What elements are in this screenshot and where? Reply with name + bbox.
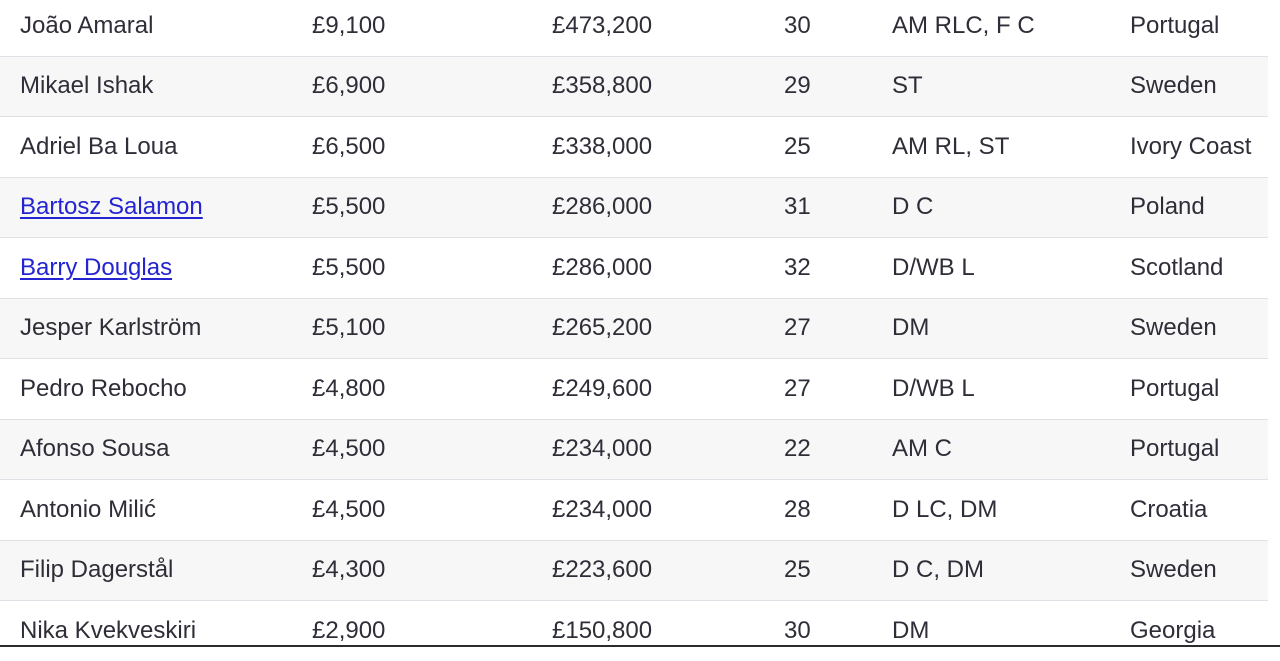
weekly-wage-cell: £4,300 [312,556,386,584]
table-row [0,116,1268,177]
nationality-cell: Ivory Coast [1130,132,1252,160]
age-cell: 22 [784,435,811,463]
annual-wage-cell: £358,800 [552,72,653,100]
nationality-cell: Croatia [1130,495,1208,523]
position-cell: DM [892,616,930,644]
table-row [0,358,1268,419]
player-link[interactable]: Barry Douglas [20,253,173,281]
age-cell: 30 [784,11,811,39]
player-name-cell: Afonso Sousa [20,435,170,463]
annual-wage-cell: £338,000 [552,132,653,160]
player-name-cell: Jesper Karlström [20,314,202,342]
nationality-cell: Sweden [1130,314,1217,342]
age-cell: 27 [784,374,811,402]
player-name-cell: Filip Dagerstål [20,556,174,584]
weekly-wage-cell: £5,500 [312,193,386,221]
weekly-wage-cell: £4,500 [312,495,386,523]
player-name-cell [0,238,292,298]
age-cell: 28 [784,495,811,523]
position-cell: AM C [892,435,952,463]
player-name-cell: Adriel Ba Loua [20,132,178,160]
nationality-cell: Portugal [1130,11,1220,39]
player-name-cell: Antonio Milić [20,495,157,523]
nationality-cell: Sweden [1130,556,1217,584]
age-cell: 25 [784,132,811,160]
age-cell: 31 [784,193,811,221]
nationality-cell: Georgia [1130,616,1216,644]
nationality-cell: Portugal [1130,435,1220,463]
player-name-cell [0,178,292,238]
player-name-cell: João Amaral [20,11,154,39]
table-row [0,177,1268,238]
position-cell: D C [892,193,934,221]
table-row [0,56,1268,117]
weekly-wage-cell: £6,900 [312,72,386,100]
position-cell: AM RL, ST [892,132,1010,160]
age-cell: 32 [784,253,811,281]
player-link[interactable]: Bartosz Salamon [20,193,203,221]
position-cell: D C, DM [892,556,984,584]
nationality-cell: Poland [1130,193,1205,221]
nationality-cell: Portugal [1130,374,1220,402]
weekly-wage-cell: £2,900 [312,616,386,644]
player-name-cell: Nika Kvekveskiri [20,616,197,644]
table-row [0,540,1268,601]
table-row [0,0,1268,56]
player-name-cell: Pedro Rebocho [20,374,187,402]
table-row [0,419,1268,480]
player-name-cell: Mikael Ishak [20,72,154,100]
table-row [0,479,1268,540]
nationality-cell: Sweden [1130,72,1217,100]
annual-wage-cell: £286,000 [552,193,653,221]
weekly-wage-cell: £4,500 [312,435,386,463]
weekly-wage-cell: £4,800 [312,374,386,402]
annual-wage-cell: £265,200 [552,314,653,342]
annual-wage-cell: £234,000 [552,495,653,523]
position-cell: DM [892,314,930,342]
position-cell: D/WB L [892,374,975,402]
table-row [0,237,1268,298]
annual-wage-cell: £234,000 [552,435,653,463]
annual-wage-cell: £150,800 [552,616,653,644]
annual-wage-cell: £223,600 [552,556,653,584]
position-cell: D/WB L [892,253,975,281]
table-row [0,298,1268,359]
weekly-wage-cell: £6,500 [312,132,386,160]
position-cell: ST [892,72,923,100]
age-cell: 29 [784,72,811,100]
table-row [0,600,1268,661]
position-cell: D LC, DM [892,495,998,523]
age-cell: 27 [784,314,811,342]
age-cell: 30 [784,616,811,644]
weekly-wage-cell: £5,500 [312,253,386,281]
position-cell: AM RLC, F C [892,11,1035,39]
annual-wage-cell: £286,000 [552,253,653,281]
annual-wage-cell: £473,200 [552,11,653,39]
weekly-wage-cell: £9,100 [312,11,386,39]
age-cell: 25 [784,556,811,584]
nationality-cell: Scotland [1130,253,1224,281]
annual-wage-cell: £249,600 [552,374,653,402]
weekly-wage-cell: £5,100 [312,314,386,342]
